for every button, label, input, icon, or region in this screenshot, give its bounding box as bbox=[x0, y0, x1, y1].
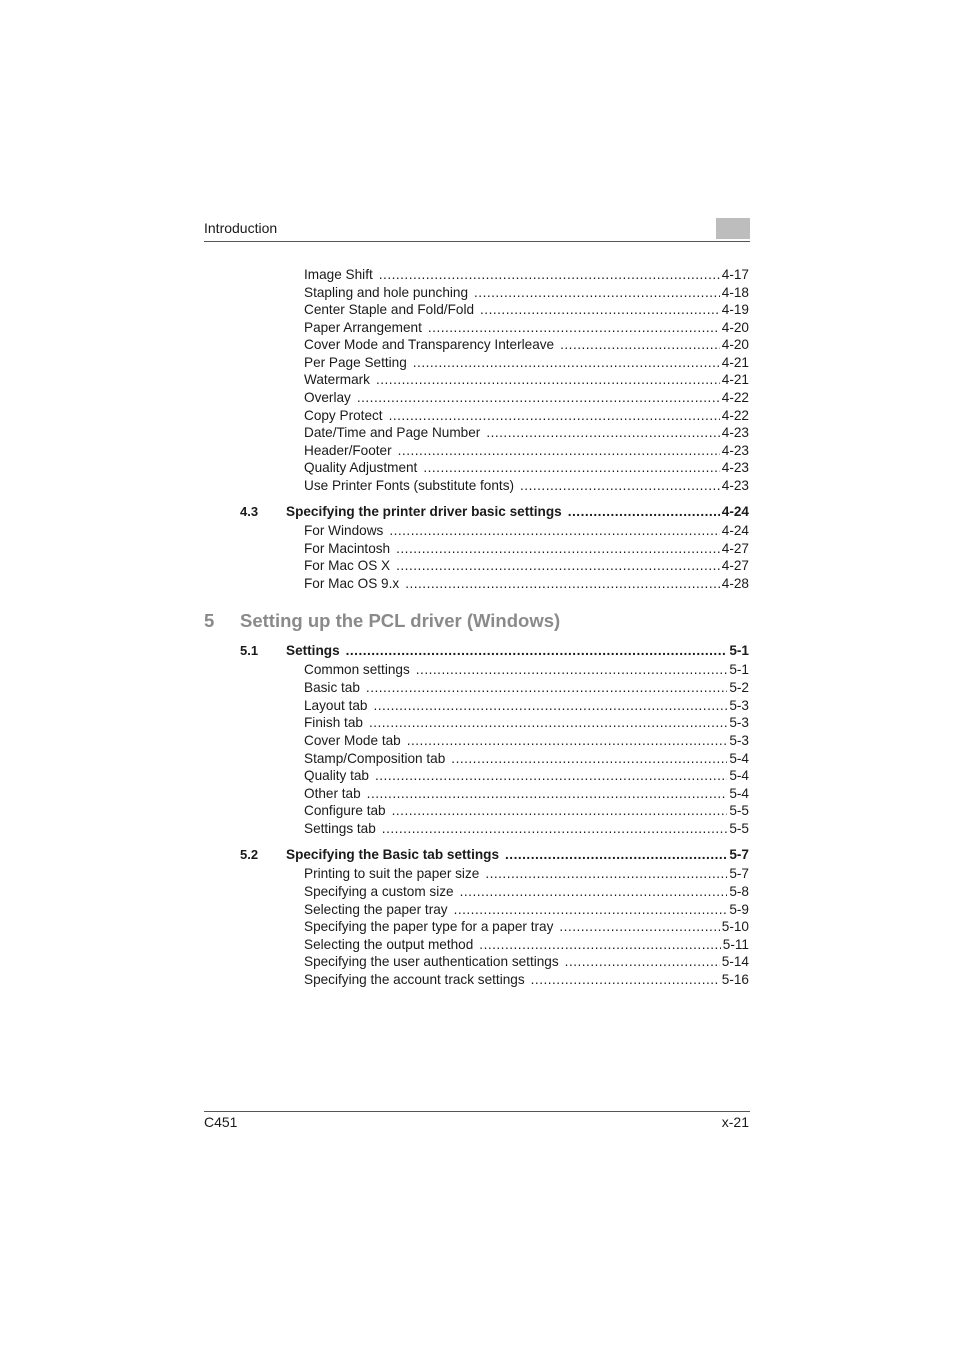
toc-entry-page: 5-11 bbox=[722, 937, 749, 952]
toc-entry-label: Settings tab bbox=[304, 821, 376, 836]
toc-entry-label: Quality tab bbox=[304, 768, 369, 783]
toc-entry-page: 5-4 bbox=[729, 768, 749, 783]
toc-entry-label: Configure tab bbox=[304, 803, 386, 818]
toc-leader bbox=[479, 936, 721, 953]
toc-entry[interactable] bbox=[304, 714, 749, 731]
toc-entry-page: 4-17 bbox=[721, 267, 749, 282]
toc-section-label: Specifying the printer driver basic settings bbox=[286, 504, 562, 519]
toc-leader bbox=[474, 284, 720, 301]
toc-entry-label: Other tab bbox=[304, 786, 361, 801]
toc-entry-page: 5-1 bbox=[729, 662, 749, 677]
toc-section-number: 5.2 bbox=[240, 847, 259, 862]
toc-entry-page: 5-7 bbox=[729, 866, 749, 881]
toc-entry-label: Specifying the user authentication settings bbox=[304, 954, 559, 969]
toc-entry[interactable] bbox=[304, 785, 749, 802]
toc-leader bbox=[505, 846, 727, 864]
toc-entry-label: Common settings bbox=[304, 662, 410, 677]
toc-entry[interactable] bbox=[304, 336, 749, 353]
toc-entry-page: 5-4 bbox=[729, 751, 749, 766]
footer-page-number: x-21 bbox=[721, 1114, 749, 1130]
toc-leader bbox=[389, 407, 720, 424]
toc-entry[interactable] bbox=[304, 750, 749, 767]
toc-entry[interactable] bbox=[304, 522, 749, 539]
toc-leader bbox=[346, 642, 728, 660]
toc-entry-page: 4-24 bbox=[721, 523, 749, 538]
toc-leader bbox=[396, 557, 720, 574]
toc-leader bbox=[396, 540, 720, 557]
toc-entry-page: 4-22 bbox=[721, 390, 749, 405]
chapter-heading[interactable] bbox=[204, 610, 560, 632]
toc-entry-label: Basic tab bbox=[304, 680, 360, 695]
toc-leader bbox=[454, 901, 728, 918]
toc-entry-label: Stamp/Composition tab bbox=[304, 751, 446, 766]
toc-leader bbox=[369, 714, 727, 731]
toc-entry-page: 4-21 bbox=[721, 355, 749, 370]
toc-entry-label: Printing to suit the paper size bbox=[304, 866, 480, 881]
toc-entry[interactable] bbox=[304, 802, 749, 819]
toc-entry-label: Date/Time and Page Number bbox=[304, 425, 481, 440]
toc-leader bbox=[366, 679, 727, 696]
toc-entry-label: Specifying the account track settings bbox=[304, 972, 525, 987]
toc-entry-page: 5-8 bbox=[729, 884, 749, 899]
toc-entry-page: 4-20 bbox=[721, 337, 749, 352]
toc-leader bbox=[560, 336, 720, 353]
toc-entry[interactable] bbox=[304, 865, 749, 882]
toc-leader bbox=[392, 802, 728, 819]
toc-entry-label: For Windows bbox=[304, 523, 384, 538]
toc-entry-label: Image Shift bbox=[304, 267, 373, 282]
toc-entry-page: 5-9 bbox=[729, 902, 749, 917]
toc-entry-label: Paper Arrangement bbox=[304, 320, 422, 335]
toc-entry[interactable] bbox=[304, 389, 749, 406]
toc-entry[interactable] bbox=[304, 424, 749, 441]
toc-entry[interactable] bbox=[304, 679, 749, 696]
toc-entry-page: 5-5 bbox=[729, 821, 749, 836]
toc-leader bbox=[460, 883, 728, 900]
header-rule bbox=[204, 241, 750, 242]
toc-entry-page: 5-5 bbox=[729, 803, 749, 818]
toc-entry-label: Use Printer Fonts (substitute fonts) bbox=[304, 478, 515, 493]
toc-entry[interactable] bbox=[304, 575, 749, 592]
toc-entry[interactable] bbox=[304, 971, 749, 988]
toc-entry[interactable] bbox=[304, 301, 749, 318]
toc-entry-page: 5-14 bbox=[721, 954, 749, 969]
toc-entry-label: Watermark bbox=[304, 372, 370, 387]
toc-entry-page: 5-16 bbox=[721, 972, 749, 987]
toc-entry-label: Specifying a custom size bbox=[304, 884, 454, 899]
toc-entry-label: Quality Adjustment bbox=[304, 460, 418, 475]
toc-leader bbox=[367, 785, 728, 802]
toc-leader bbox=[382, 820, 728, 837]
toc-entry[interactable] bbox=[304, 918, 749, 935]
toc-entry-page: 5-10 bbox=[721, 919, 749, 934]
toc-entry-label: Copy Protect bbox=[304, 408, 383, 423]
toc-leader bbox=[480, 301, 720, 318]
toc-entry[interactable] bbox=[304, 319, 749, 336]
toc-entry[interactable] bbox=[304, 540, 749, 557]
toc-entry[interactable] bbox=[304, 901, 749, 918]
toc-section-page: 5-1 bbox=[729, 643, 749, 658]
toc-leader bbox=[357, 389, 720, 406]
toc-entry-page: 4-23 bbox=[721, 443, 749, 458]
toc-section-page: 5-7 bbox=[729, 847, 749, 862]
toc-entry[interactable] bbox=[304, 767, 749, 784]
toc-entry-page: 4-27 bbox=[721, 558, 749, 573]
toc-leader bbox=[374, 697, 728, 714]
toc-entry-label: Selecting the output method bbox=[304, 937, 474, 952]
toc-entry[interactable] bbox=[304, 266, 749, 283]
toc-entry-page: 4-21 bbox=[721, 372, 749, 387]
toc-entry-label: For Macintosh bbox=[304, 541, 391, 556]
toc-entry[interactable] bbox=[304, 557, 749, 574]
chapter-title: Setting up the PCL driver (Windows) bbox=[240, 610, 561, 631]
toc-entry-label: Selecting the paper tray bbox=[304, 902, 448, 917]
toc-leader bbox=[531, 971, 720, 988]
toc-entry-page: 4-20 bbox=[721, 320, 749, 335]
toc-leader bbox=[379, 266, 720, 283]
toc-entry-page: 5-4 bbox=[729, 786, 749, 801]
toc-leader bbox=[405, 575, 720, 592]
chapter-number: 5 bbox=[204, 610, 215, 631]
toc-section-5-2[interactable] bbox=[240, 846, 749, 864]
toc-section-page: 4-24 bbox=[721, 504, 749, 519]
toc-entry-label: Specifying the paper type for a paper tray bbox=[304, 919, 554, 934]
toc-entry-page: 5-2 bbox=[729, 680, 749, 695]
toc-entry-label: Layout tab bbox=[304, 698, 368, 713]
toc-leader bbox=[485, 865, 727, 882]
toc-entry[interactable] bbox=[304, 661, 749, 678]
toc-entry[interactable] bbox=[304, 697, 749, 714]
toc-entry-page: 4-28 bbox=[721, 576, 749, 591]
toc-leader bbox=[565, 953, 720, 970]
toc-section-label: Specifying the Basic tab settings bbox=[286, 847, 500, 862]
toc-leader bbox=[423, 459, 719, 476]
toc-entry-label: For Mac OS X bbox=[304, 558, 391, 573]
toc-leader bbox=[428, 319, 720, 336]
toc-entry-page: 5-3 bbox=[729, 698, 749, 713]
toc-leader bbox=[389, 522, 719, 539]
toc-section-4-3[interactable] bbox=[240, 503, 749, 521]
toc-entry[interactable] bbox=[304, 354, 749, 371]
toc-entry-label: Cover Mode tab bbox=[304, 733, 401, 748]
toc-entry[interactable] bbox=[304, 732, 749, 749]
toc-entry-page: 4-23 bbox=[721, 425, 749, 440]
toc-leader bbox=[375, 767, 727, 784]
toc-entry[interactable] bbox=[304, 953, 749, 970]
toc-entry-label: For Mac OS 9.x bbox=[304, 576, 400, 591]
toc-entry-page: 4-23 bbox=[721, 460, 749, 475]
toc-entry-label: Center Staple and Fold/Fold bbox=[304, 302, 475, 317]
footer-rule bbox=[204, 1111, 750, 1112]
toc-entry[interactable] bbox=[304, 284, 749, 301]
toc-section-label: Settings bbox=[286, 643, 340, 658]
toc-entry[interactable] bbox=[304, 371, 749, 388]
toc-entry[interactable] bbox=[304, 459, 749, 476]
toc-leader bbox=[520, 477, 720, 494]
toc-section-number: 4.3 bbox=[240, 504, 259, 519]
toc-entry[interactable] bbox=[304, 883, 749, 900]
toc-entry-page: 5-3 bbox=[729, 715, 749, 730]
toc-entry-label: Overlay bbox=[304, 390, 351, 405]
toc-leader bbox=[398, 442, 720, 459]
toc-section-5-1[interactable] bbox=[240, 642, 749, 660]
toc-entry-page: 4-23 bbox=[721, 478, 749, 493]
toc-entry[interactable] bbox=[304, 820, 749, 837]
toc-entry-page: 5-3 bbox=[729, 733, 749, 748]
toc-leader bbox=[407, 732, 728, 749]
header-title: Introduction bbox=[204, 220, 278, 236]
toc-section-number: 5.1 bbox=[240, 643, 259, 658]
toc-entry[interactable] bbox=[304, 407, 749, 424]
toc-entry-page: 4-27 bbox=[721, 541, 749, 556]
toc-leader bbox=[416, 661, 728, 678]
toc-entry[interactable] bbox=[304, 442, 749, 459]
toc-entry-label: Stapling and hole punching bbox=[304, 285, 469, 300]
toc-entry-page: 4-18 bbox=[721, 285, 749, 300]
toc-leader bbox=[568, 503, 720, 521]
toc-leader bbox=[559, 918, 719, 935]
toc-leader bbox=[376, 371, 720, 388]
toc-entry-label: Cover Mode and Transparency Interleave bbox=[304, 337, 555, 352]
toc-leader bbox=[451, 750, 727, 767]
header-tab-marker bbox=[716, 218, 750, 239]
toc-leader bbox=[486, 424, 719, 441]
toc-entry-page: 4-22 bbox=[721, 408, 749, 423]
toc-entry-label: Finish tab bbox=[304, 715, 363, 730]
toc-entry[interactable] bbox=[304, 936, 749, 953]
toc-entry[interactable] bbox=[304, 477, 749, 494]
footer-model: C451 bbox=[204, 1114, 238, 1130]
toc-entry-page: 4-19 bbox=[721, 302, 749, 317]
toc-entry-label: Per Page Setting bbox=[304, 355, 407, 370]
toc-leader bbox=[413, 354, 720, 371]
toc-entry-label: Header/Footer bbox=[304, 443, 392, 458]
